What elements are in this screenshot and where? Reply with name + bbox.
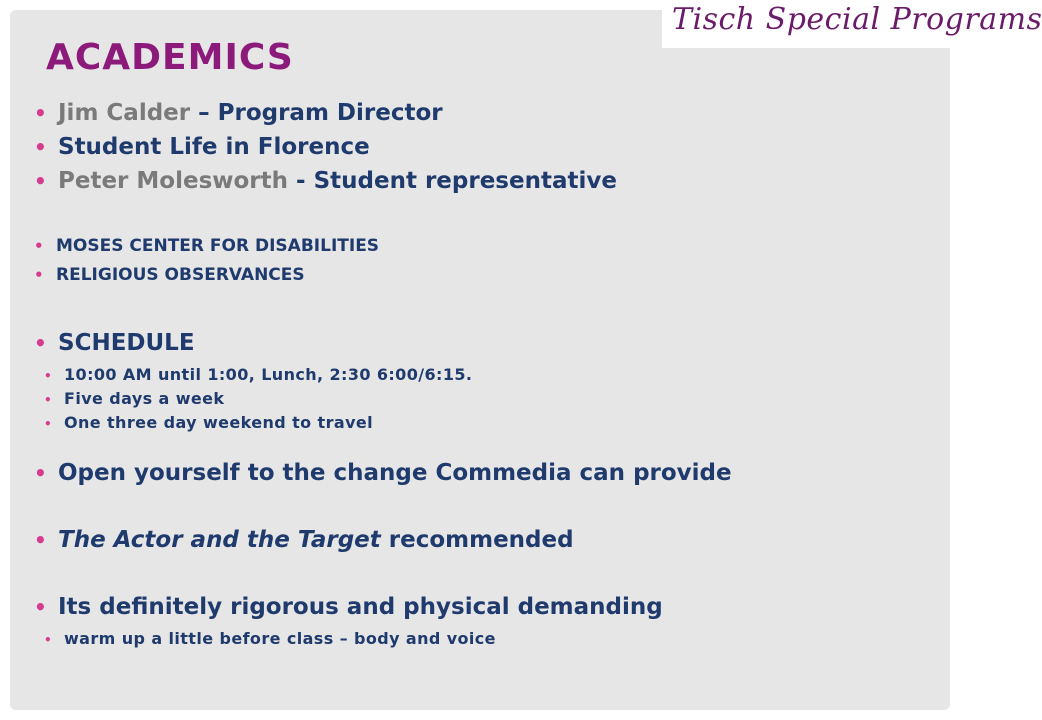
schedule-time: 10:00 AM until 1:00, Lunch, 2:30 6:00/6:15. <box>64 365 473 384</box>
bullet-moses-center <box>34 236 379 256</box>
schedule-heading: SCHEDULE <box>58 330 195 356</box>
student-life-text: Student Life in Florence <box>58 134 370 160</box>
bullet-icon: • <box>34 595 47 619</box>
director-role: – Program Director <box>190 100 443 126</box>
bullet-student-life <box>34 134 370 160</box>
sub-bullet-time <box>44 365 472 384</box>
bullet-religious <box>34 265 305 285</box>
bullet-icon: • <box>44 633 53 647</box>
sub-bullet-weekend <box>44 413 373 432</box>
sub-bullet-warmup <box>44 629 496 648</box>
bullet-icon: • <box>44 369 53 383</box>
bullet-commedia <box>34 460 732 486</box>
bullet-icon: • <box>34 169 47 193</box>
bullet-icon: • <box>34 528 47 552</box>
rep-role: - Student representative <box>288 168 617 194</box>
moses-text: MOSES CENTER FOR DISABILITIES <box>56 236 380 256</box>
rep-name: Peter Molesworth <box>58 168 289 194</box>
religious-text: RELIGIOUS OBSERVANCES <box>56 265 305 285</box>
bullet-icon: • <box>44 393 53 407</box>
sub-bullet-days <box>44 389 224 408</box>
bullet-schedule <box>34 330 195 356</box>
book-title: The Actor and the Target <box>58 527 381 553</box>
schedule-days: Five days a week <box>64 389 225 408</box>
bullet-book <box>34 527 574 553</box>
logo-text: Tisch Special Programs <box>672 2 1042 37</box>
slide-title: ACADEMICS <box>46 37 294 78</box>
bullet-icon: • <box>34 101 47 125</box>
bullet-icon: • <box>34 331 47 355</box>
bullet-icon: • <box>34 135 47 159</box>
bullet-icon: • <box>34 461 47 485</box>
director-name: Jim Calder <box>58 100 191 126</box>
warmup-text: warm up a little before class – body and voice <box>64 629 496 648</box>
bullet-icon: • <box>44 417 53 431</box>
bullet-director <box>34 100 443 126</box>
bullet-representative <box>34 168 617 194</box>
bullet-icon: • <box>34 266 44 284</box>
bullet-rigorous <box>34 594 663 620</box>
commedia-text: Open yourself to the change Commedia can provide <box>58 460 732 486</box>
schedule-weekend: One three day weekend to travel <box>64 413 374 432</box>
book-suffix: recommended <box>380 527 574 553</box>
bullet-icon: • <box>34 237 44 255</box>
rigorous-text: Its definitely rigorous and physical demanding <box>58 594 663 620</box>
